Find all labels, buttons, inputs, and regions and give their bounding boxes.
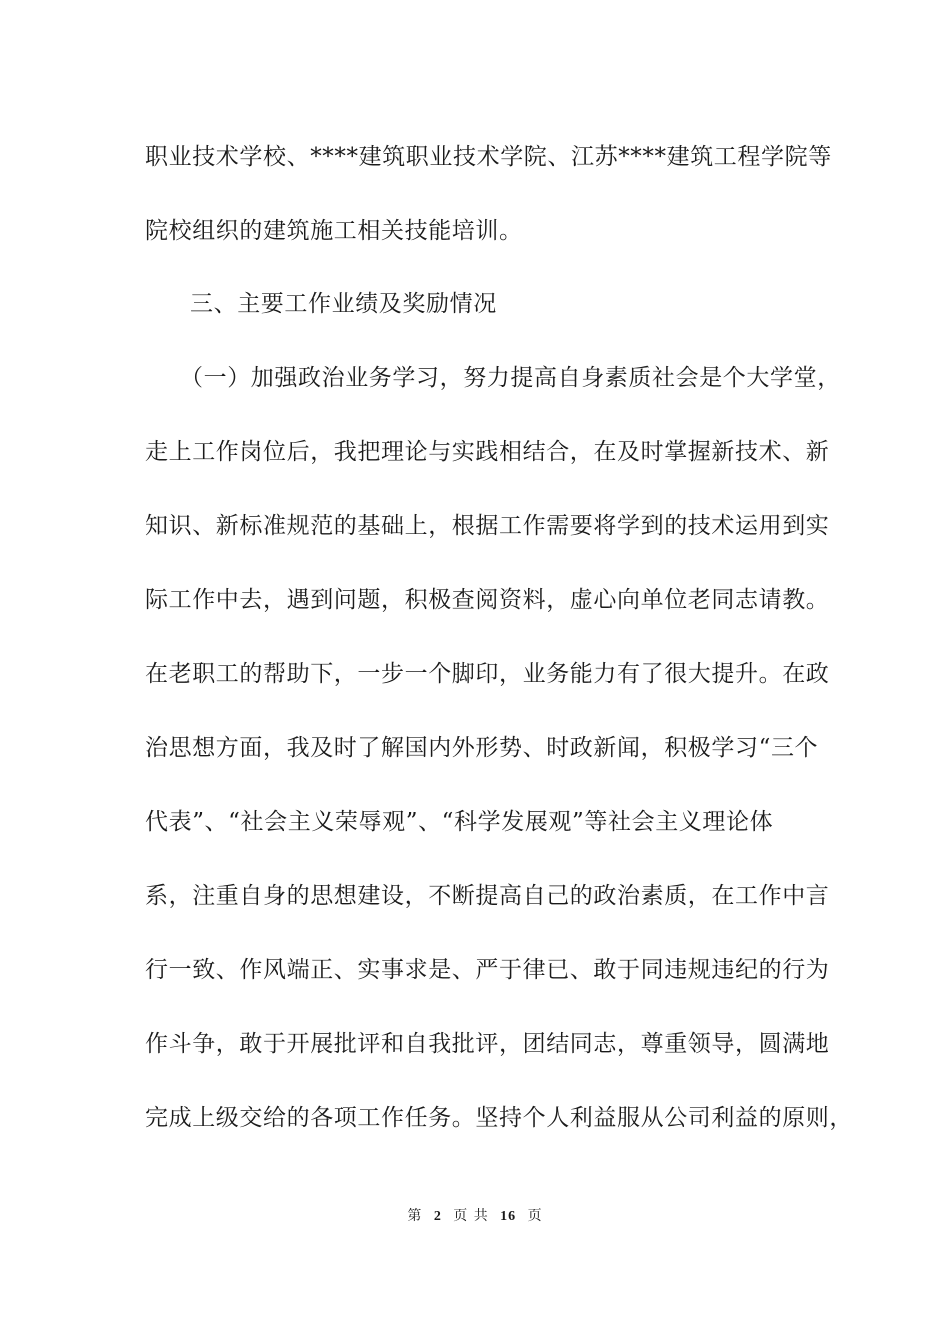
- page-footer: [0, 1206, 950, 1227]
- paragraph-line: 系，注重自身的思想建设，不断提高自己的政治素质，在工作中言: [145, 883, 830, 909]
- paragraph-line: 在老职工的帮助下，一步一个脚印，业务能力有了很大提升。在政: [145, 661, 830, 687]
- paragraph-line: 职业技术学校、****建筑职业技术学院、江苏****建筑工程学院等: [145, 144, 832, 170]
- footer-middle: 页 共: [453, 1208, 489, 1224]
- paragraph-line: 行一致、作风端正、实事求是、严于律已、敢于同违规违纪的行为: [145, 957, 830, 983]
- section-heading: 三、主要工作业绩及奖励情况: [190, 291, 497, 317]
- paragraph-line: 知识、新标准规范的基础上，根据工作需要将学到的技术运用到实: [145, 513, 830, 539]
- footer-page-number: 2: [433, 1209, 442, 1224]
- footer-suffix: 页: [527, 1208, 543, 1224]
- paragraph-line: 代表”、“社会主义荣辱观”、“科学发展观”等社会主义理论体: [145, 809, 774, 835]
- paragraph-line: 走上工作岗位后，我把理论与实践相结合，在及时掌握新技术、新: [145, 439, 830, 465]
- footer-prefix: 第: [407, 1208, 423, 1224]
- paragraph-line: 完成上级交给的各项工作任务。坚持个人利益服从公司利益的原则，: [145, 1105, 853, 1131]
- footer-total-pages: 16: [500, 1209, 517, 1224]
- paragraph-line: 院校组织的建筑施工相关技能培训。: [145, 218, 523, 244]
- paragraph-line: 作斗争，敢于开展批评和自我批评，团结同志，尊重领导，圆满地: [145, 1031, 830, 1057]
- paragraph-line: 际工作中去，遇到问题，积极查阅资料，虚心向单位老同志请教。: [145, 587, 830, 613]
- subsection-heading-line: （一）加强政治业务学习，努力提高自身素质社会是个大学堂，: [180, 365, 841, 391]
- paragraph-line: 治思想方面，我及时了解国内外形势、时政新闻，积极学习“三个: [145, 735, 819, 761]
